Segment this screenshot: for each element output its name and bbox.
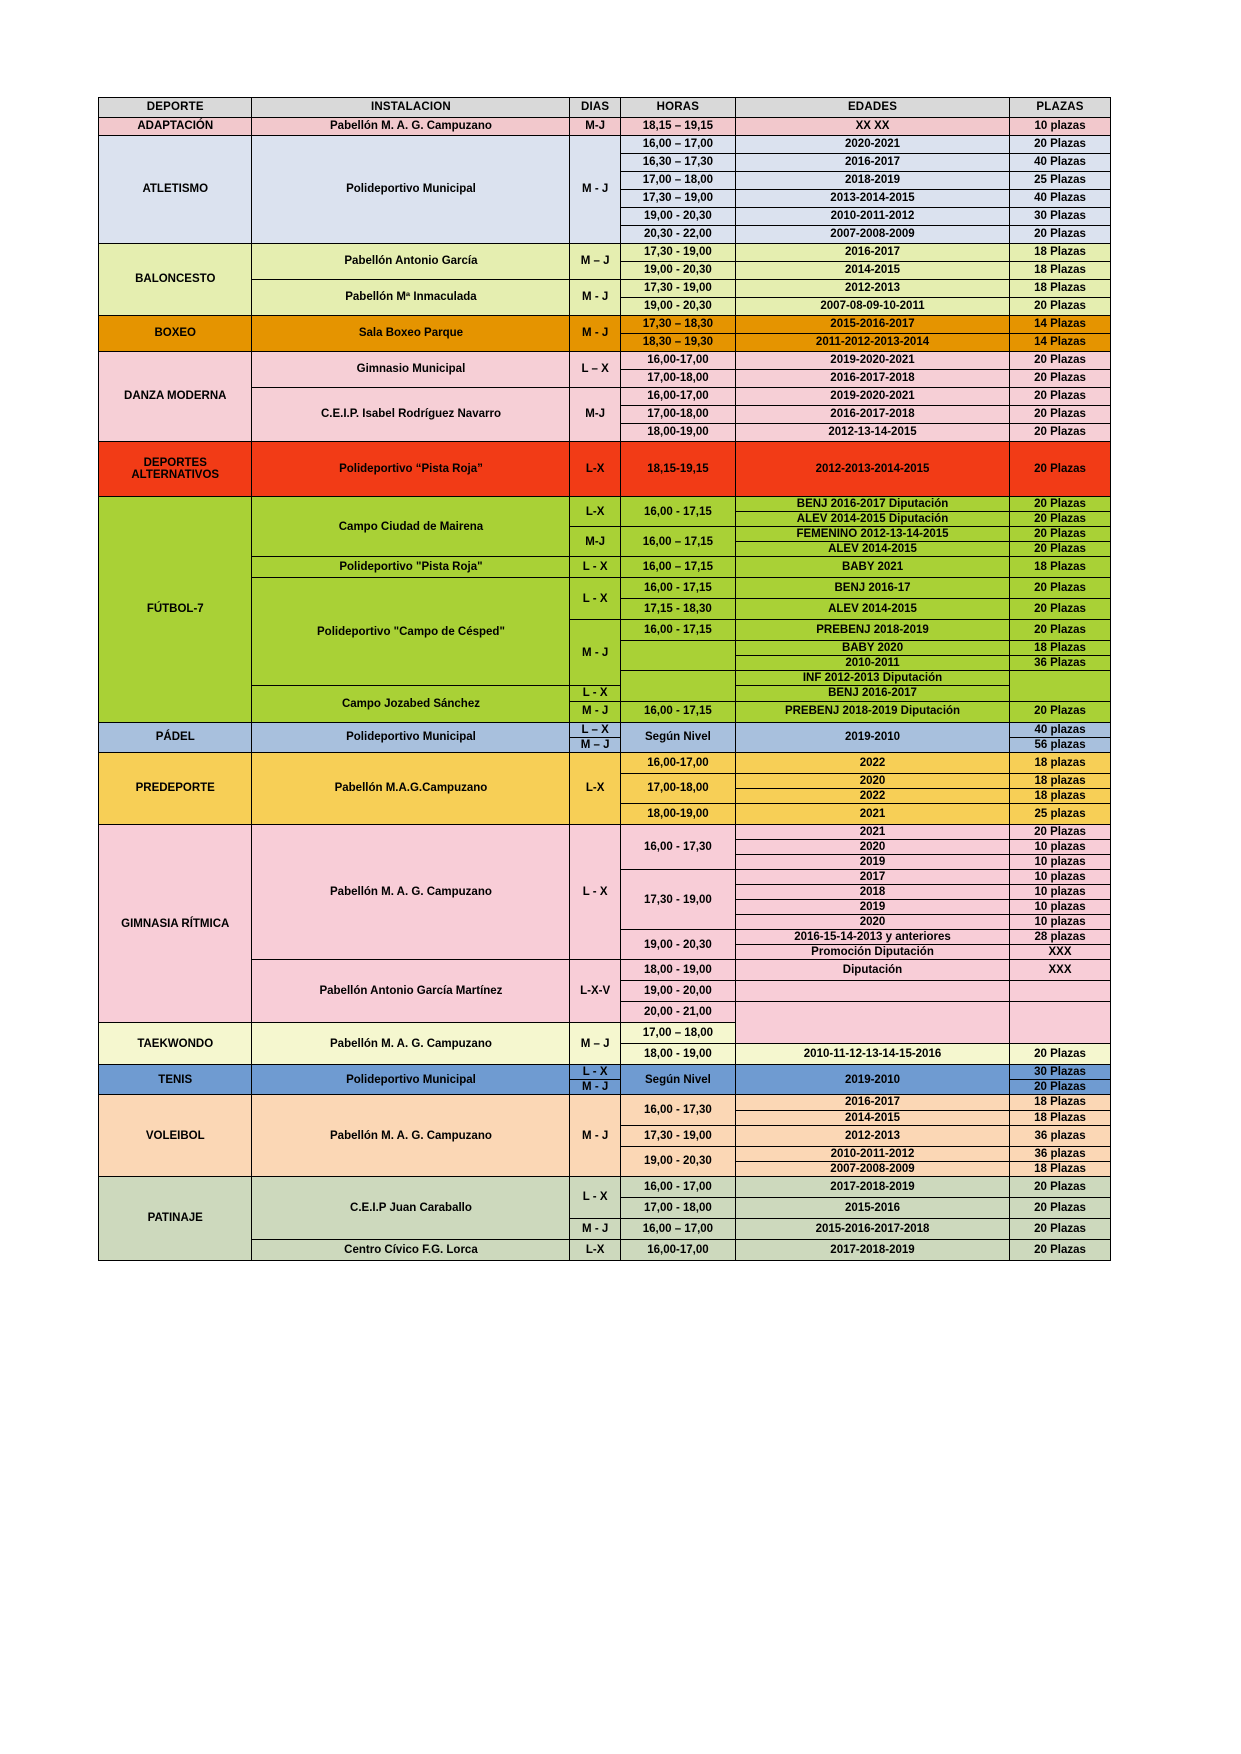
cell-edades: 2016-2017 bbox=[735, 244, 1009, 262]
cell-plazas: 20 Plazas bbox=[1010, 298, 1111, 316]
cell-instalacion: Pabellón Antonio García Martínez bbox=[252, 960, 570, 1023]
cell-plazas: 20 Plazas bbox=[1010, 352, 1111, 370]
cell-plazas: 20 Plazas bbox=[1010, 1239, 1111, 1260]
cell-dias: M - J bbox=[570, 1080, 620, 1095]
cell-plazas: XXX bbox=[1010, 945, 1111, 960]
cell-plazas: 20 Plazas bbox=[1010, 497, 1111, 512]
cell-instalacion: Pabellón Antonio García bbox=[252, 244, 570, 280]
cell-plazas: 40 Plazas bbox=[1010, 154, 1111, 172]
cell-edades: INF 2012-2013 Diputación bbox=[735, 671, 1009, 686]
cell-edades: FEMENINO 2012-13-14-2015 bbox=[735, 527, 1009, 542]
cell-horas: 18,00 - 19,00 bbox=[620, 960, 735, 981]
cell-horas: 16,00-17,00 bbox=[620, 1239, 735, 1260]
cell-horas: 19,00 - 20,30 bbox=[620, 208, 735, 226]
cell-horas: 16,00 - 17,00 bbox=[620, 1176, 735, 1197]
cell-edades: 2012-2013 bbox=[735, 280, 1009, 298]
cell-dias: M - J bbox=[570, 136, 620, 244]
cell-edades: 2021 bbox=[735, 803, 1009, 824]
cell-edades: 2019 bbox=[735, 854, 1009, 869]
cell-plazas: 20 Plazas bbox=[1010, 424, 1111, 442]
cell-horas: 17,30 – 18,30 bbox=[620, 316, 735, 334]
cell-edades: BENJ 2016-17 bbox=[735, 578, 1009, 599]
cell-instalacion: Pabellón M. A. G. Campuzano bbox=[252, 1095, 570, 1176]
cell-plazas: 20 Plazas bbox=[1010, 406, 1111, 424]
cell-dias: L-X bbox=[570, 1239, 620, 1260]
cell-horas: Según Nivel bbox=[620, 1065, 735, 1095]
cell-horas: 19,00 - 20,30 bbox=[620, 298, 735, 316]
cell-plazas: 18 Plazas bbox=[1010, 1110, 1111, 1125]
table-row bbox=[99, 118, 1111, 136]
cell-plazas: 30 Plazas bbox=[1010, 1065, 1111, 1080]
cell-plazas: 36 Plazas bbox=[1010, 656, 1111, 671]
cell-plazas: 18 Plazas bbox=[1010, 1161, 1111, 1176]
cell-edades: 2016-15-14-2013 y anteriores bbox=[735, 930, 1009, 945]
cell-plazas: 20 Plazas bbox=[1010, 1080, 1111, 1095]
cell-horas: 16,00 – 17,00 bbox=[620, 136, 735, 154]
cell-edades: 2007-08-09-10-2011 bbox=[735, 298, 1009, 316]
table-row bbox=[99, 1065, 1111, 1080]
cell-edades bbox=[735, 981, 1009, 1002]
cell-edades: 2012-13-14-2015 bbox=[735, 424, 1009, 442]
cell-plazas: 36 plazas bbox=[1010, 1146, 1111, 1161]
cell-edades: 2018 bbox=[735, 885, 1009, 900]
cell-horas: 17,00-18,00 bbox=[620, 773, 735, 803]
cell-horas: 17,30 - 19,00 bbox=[620, 280, 735, 298]
cell-deporte: TENIS bbox=[99, 1065, 252, 1095]
cell-plazas: 14 Plazas bbox=[1010, 334, 1111, 352]
cell-plazas: 18 plazas bbox=[1010, 773, 1111, 788]
cell-plazas: 20 Plazas bbox=[1010, 136, 1111, 154]
cell-plazas: 20 Plazas bbox=[1010, 542, 1111, 557]
cell-edades: 2020 bbox=[735, 839, 1009, 854]
cell-edades: 2014-2015 bbox=[735, 1110, 1009, 1125]
cell-deporte: FÚTBOL-7 bbox=[99, 497, 252, 723]
cell-horas: 20,30 - 22,00 bbox=[620, 226, 735, 244]
cell-edades: 2015-2016-2017-2018 bbox=[735, 1218, 1009, 1239]
cell-deporte: DEPORTES ALTERNATIVOS bbox=[99, 442, 252, 497]
cell-dias: M-J bbox=[570, 527, 620, 557]
cell-plazas: 10 plazas bbox=[1010, 854, 1111, 869]
cell-horas: 17,00 - 18,00 bbox=[620, 1197, 735, 1218]
cell-edades: 2016-2017 bbox=[735, 154, 1009, 172]
cell-dias: M - J bbox=[570, 701, 620, 722]
table-row bbox=[99, 442, 1111, 497]
cell-horas: 20,00 - 21,00 bbox=[620, 1002, 735, 1023]
cell-deporte: VOLEIBOL bbox=[99, 1095, 252, 1176]
cell-horas: 17,30 - 19,00 bbox=[620, 869, 735, 929]
cell-edades: BENJ 2016-2017 Diputación bbox=[735, 497, 1009, 512]
cell-horas: 16,00 – 17,00 bbox=[620, 1218, 735, 1239]
cell-plazas: 18 Plazas bbox=[1010, 262, 1111, 280]
cell-plazas: 56 plazas bbox=[1010, 737, 1111, 752]
column-header-2: DIAS bbox=[570, 98, 620, 118]
cell-edades: 2022 bbox=[735, 788, 1009, 803]
cell-edades: BABY 2021 bbox=[735, 557, 1009, 578]
cell-horas: 18,30 – 19,30 bbox=[620, 334, 735, 352]
cell-horas: 16,00 - 17,15 bbox=[620, 620, 735, 641]
cell-plazas: 18 Plazas bbox=[1010, 244, 1111, 262]
cell-plazas: 30 Plazas bbox=[1010, 208, 1111, 226]
cell-edades: 2019 bbox=[735, 900, 1009, 915]
cell-dias: L-X bbox=[570, 497, 620, 527]
cell-plazas: 20 Plazas bbox=[1010, 599, 1111, 620]
cell-plazas bbox=[1010, 1002, 1111, 1044]
cell-horas bbox=[620, 641, 735, 671]
cell-horas: 17,00 – 18,00 bbox=[620, 1023, 735, 1044]
cell-instalacion: Polideportivo “Pista Roja” bbox=[252, 442, 570, 497]
cell-edades: 2012-2013-2014-2015 bbox=[735, 442, 1009, 497]
cell-edades: 2014-2015 bbox=[735, 262, 1009, 280]
cell-horas: 16,00 - 17,30 bbox=[620, 1095, 735, 1125]
cell-horas: 18,00-19,00 bbox=[620, 803, 735, 824]
cell-deporte: PATINAJE bbox=[99, 1176, 252, 1260]
cell-plazas: 20 Plazas bbox=[1010, 1176, 1111, 1197]
cell-dias: M - J bbox=[570, 280, 620, 316]
cell-dias: L-X-V bbox=[570, 960, 620, 1023]
cell-horas: 17,15 - 18,30 bbox=[620, 599, 735, 620]
cell-edades: 2018-2019 bbox=[735, 172, 1009, 190]
cell-dias: L-X bbox=[570, 442, 620, 497]
cell-dias: M - J bbox=[570, 620, 620, 686]
cell-plazas: 40 plazas bbox=[1010, 722, 1111, 737]
cell-deporte: BOXEO bbox=[99, 316, 252, 352]
cell-plazas: 20 Plazas bbox=[1010, 620, 1111, 641]
cell-edades: 2019-2020-2021 bbox=[735, 388, 1009, 406]
cell-horas bbox=[620, 671, 735, 701]
cell-edades: PREBENJ 2018-2019 bbox=[735, 620, 1009, 641]
cell-horas: 19,00 - 20,30 bbox=[620, 1146, 735, 1176]
cell-horas: 17,30 - 19,00 bbox=[620, 1125, 735, 1146]
cell-horas: 16,00 – 17,15 bbox=[620, 557, 735, 578]
cell-plazas: 14 Plazas bbox=[1010, 316, 1111, 334]
cell-instalacion: C.E.I.P Juan Caraballo bbox=[252, 1176, 570, 1239]
cell-edades: 2020 bbox=[735, 915, 1009, 930]
table-row bbox=[99, 824, 1111, 839]
cell-edades: 2019-2010 bbox=[735, 722, 1009, 752]
cell-deporte: TAEKWONDO bbox=[99, 1023, 252, 1065]
cell-edades: 2011-2012-2013-2014 bbox=[735, 334, 1009, 352]
cell-instalacion: Polideportivo Municipal bbox=[252, 136, 570, 244]
cell-horas: 19,00 - 20,00 bbox=[620, 981, 735, 1002]
cell-plazas: 20 Plazas bbox=[1010, 226, 1111, 244]
cell-deporte: PREDEPORTE bbox=[99, 752, 252, 824]
cell-plazas: 20 Plazas bbox=[1010, 701, 1111, 722]
cell-plazas: 28 plazas bbox=[1010, 930, 1111, 945]
cell-plazas bbox=[1010, 671, 1111, 701]
cell-edades: PREBENJ 2018-2019 Diputación bbox=[735, 701, 1009, 722]
cell-edades: BENJ 2016-2017 bbox=[735, 686, 1009, 701]
cell-dias: M - J bbox=[570, 316, 620, 352]
cell-edades: 2021 bbox=[735, 824, 1009, 839]
cell-horas: 16,30 – 17,30 bbox=[620, 154, 735, 172]
cell-instalacion: Polideportivo "Pista Roja" bbox=[252, 557, 570, 578]
cell-plazas: 10 plazas bbox=[1010, 915, 1111, 930]
cell-instalacion: Pabellón M. A. G. Campuzano bbox=[252, 824, 570, 960]
cell-plazas bbox=[1010, 981, 1111, 1002]
cell-plazas: 36 plazas bbox=[1010, 1125, 1111, 1146]
cell-edades: 2010-2011-2012 bbox=[735, 1146, 1009, 1161]
cell-edades: 2020-2021 bbox=[735, 136, 1009, 154]
column-header-1: INSTALACION bbox=[252, 98, 570, 118]
cell-plazas: 25 Plazas bbox=[1010, 172, 1111, 190]
cell-edades: 2007-2008-2009 bbox=[735, 1161, 1009, 1176]
cell-dias: L - X bbox=[570, 686, 620, 701]
cell-horas: 16,00-17,00 bbox=[620, 352, 735, 370]
cell-horas: 17,30 – 19,00 bbox=[620, 190, 735, 208]
cell-horas: 16,00-17,00 bbox=[620, 388, 735, 406]
cell-horas: 16,00 - 17,15 bbox=[620, 497, 735, 527]
cell-horas: 17,30 - 19,00 bbox=[620, 244, 735, 262]
cell-plazas: 18 plazas bbox=[1010, 788, 1111, 803]
cell-deporte: ATLETISMO bbox=[99, 136, 252, 244]
cell-horas: 18,15-19,15 bbox=[620, 442, 735, 497]
cell-horas: 17,00-18,00 bbox=[620, 406, 735, 424]
cell-horas: 16,00 - 17,30 bbox=[620, 824, 735, 869]
cell-edades: 2019-2010 bbox=[735, 1065, 1009, 1095]
cell-instalacion: Campo Ciudad de Mairena bbox=[252, 497, 570, 557]
cell-dias: L - X bbox=[570, 1065, 620, 1080]
cell-dias: M – J bbox=[570, 244, 620, 280]
table-row bbox=[99, 722, 1111, 737]
cell-plazas: 18 Plazas bbox=[1010, 1095, 1111, 1110]
cell-horas: 17,00-18,00 bbox=[620, 370, 735, 388]
cell-plazas: 20 Plazas bbox=[1010, 370, 1111, 388]
cell-edades: 2017-2018-2019 bbox=[735, 1176, 1009, 1197]
cell-dias: M - J bbox=[570, 1218, 620, 1239]
cell-edades: ALEV 2014-2015 bbox=[735, 599, 1009, 620]
cell-edades: 2016-2017-2018 bbox=[735, 406, 1009, 424]
table-row bbox=[99, 316, 1111, 334]
cell-horas: 18,00-19,00 bbox=[620, 424, 735, 442]
cell-edades: ALEV 2014-2015 bbox=[735, 542, 1009, 557]
cell-edades: 2020 bbox=[735, 773, 1009, 788]
cell-dias: L – X bbox=[570, 352, 620, 388]
cell-dias: L - X bbox=[570, 557, 620, 578]
cell-instalacion: C.E.I.P. Isabel Rodríguez Navarro bbox=[252, 388, 570, 442]
cell-instalacion: Polideportivo Municipal bbox=[252, 722, 570, 752]
column-header-5: PLAZAS bbox=[1010, 98, 1111, 118]
cell-edades: 2015-2016 bbox=[735, 1197, 1009, 1218]
cell-plazas: 20 Plazas bbox=[1010, 1218, 1111, 1239]
cell-plazas: 10 plazas bbox=[1010, 885, 1111, 900]
cell-edades: BABY 2020 bbox=[735, 641, 1009, 656]
cell-plazas: 20 Plazas bbox=[1010, 442, 1111, 497]
cell-deporte: DANZA MODERNA bbox=[99, 352, 252, 442]
cell-plazas: 20 Plazas bbox=[1010, 527, 1111, 542]
cell-horas: 17,00 – 18,00 bbox=[620, 172, 735, 190]
cell-edades: 2012-2013 bbox=[735, 1125, 1009, 1146]
table-row bbox=[99, 352, 1111, 370]
cell-horas: 16,00 - 17,15 bbox=[620, 701, 735, 722]
column-header-0: DEPORTE bbox=[99, 98, 252, 118]
cell-plazas: 10 plazas bbox=[1010, 869, 1111, 884]
cell-edades: 2013-2014-2015 bbox=[735, 190, 1009, 208]
cell-instalacion: Centro Cívico F.G. Lorca bbox=[252, 1239, 570, 1260]
column-header-4: EDADES bbox=[735, 98, 1009, 118]
table-body bbox=[99, 98, 1111, 1261]
cell-edades: XX XX bbox=[735, 118, 1009, 136]
table-row bbox=[99, 497, 1111, 512]
cell-dias: M – J bbox=[570, 737, 620, 752]
cell-horas: 16,00 - 17,15 bbox=[620, 578, 735, 599]
cell-instalacion: Polideportivo Municipal bbox=[252, 1065, 570, 1095]
cell-edades: Promoción Diputación bbox=[735, 945, 1009, 960]
table-row bbox=[99, 752, 1111, 773]
cell-plazas: 20 Plazas bbox=[1010, 1197, 1111, 1218]
cell-dias: M – J bbox=[570, 1023, 620, 1065]
cell-instalacion: Sala Boxeo Parque bbox=[252, 316, 570, 352]
cell-dias: M-J bbox=[570, 118, 620, 136]
cell-instalacion: Gimnasio Municipal bbox=[252, 352, 570, 388]
table-row bbox=[99, 1176, 1111, 1197]
table-row bbox=[99, 244, 1111, 262]
cell-plazas: 40 Plazas bbox=[1010, 190, 1111, 208]
cell-instalacion: Pabellón Mª Inmaculada bbox=[252, 280, 570, 316]
cell-dias: L - X bbox=[570, 824, 620, 960]
cell-horas: 18,15 – 19,15 bbox=[620, 118, 735, 136]
cell-horas: 19,00 - 20,30 bbox=[620, 262, 735, 280]
cell-edades: 2017-2018-2019 bbox=[735, 1239, 1009, 1260]
cell-plazas: 25 plazas bbox=[1010, 803, 1111, 824]
table-row bbox=[99, 136, 1111, 154]
cell-horas: 16,00 – 17,15 bbox=[620, 527, 735, 557]
cell-plazas: 10 plazas bbox=[1010, 839, 1111, 854]
cell-edades: ALEV 2014-2015 Diputación bbox=[735, 512, 1009, 527]
cell-deporte: GIMNASIA RÍTMICA bbox=[99, 824, 252, 1023]
cell-edades: 2022 bbox=[735, 752, 1009, 773]
cell-dias: L – X bbox=[570, 722, 620, 737]
cell-instalacion: Campo Jozabed Sánchez bbox=[252, 686, 570, 722]
cell-deporte: PÁDEL bbox=[99, 722, 252, 752]
cell-dias: L - X bbox=[570, 578, 620, 620]
cell-instalacion: Polideportivo "Campo de Césped" bbox=[252, 578, 570, 686]
cell-instalacion: Pabellón M.A.G.Campuzano bbox=[252, 752, 570, 824]
cell-dias: L-X bbox=[570, 752, 620, 824]
cell-plazas: 20 Plazas bbox=[1010, 512, 1111, 527]
cell-instalacion: Pabellón M. A. G. Campuzano bbox=[252, 118, 570, 136]
cell-deporte: BALONCESTO bbox=[99, 244, 252, 316]
cell-plazas: 18 Plazas bbox=[1010, 280, 1111, 298]
cell-horas: 16,00-17,00 bbox=[620, 752, 735, 773]
cell-plazas: 20 Plazas bbox=[1010, 388, 1111, 406]
cell-horas: 18,00 - 19,00 bbox=[620, 1044, 735, 1065]
cell-edades: 2015-2016-2017 bbox=[735, 316, 1009, 334]
cell-edades: 2019-2020-2021 bbox=[735, 352, 1009, 370]
cell-edades: 2017 bbox=[735, 869, 1009, 884]
cell-edades: 2010-11-12-13-14-15-2016 bbox=[735, 1044, 1009, 1065]
table-row bbox=[99, 1095, 1111, 1110]
cell-plazas: 10 plazas bbox=[1010, 118, 1111, 136]
cell-plazas: 18 Plazas bbox=[1010, 641, 1111, 656]
cell-edades: 2007-2008-2009 bbox=[735, 226, 1009, 244]
cell-dias: M-J bbox=[570, 388, 620, 442]
cell-dias: L - X bbox=[570, 1176, 620, 1218]
cell-plazas: 18 Plazas bbox=[1010, 557, 1111, 578]
cell-dias: M - J bbox=[570, 1095, 620, 1176]
cell-edades: Diputación bbox=[735, 960, 1009, 981]
cell-horas: Según Nivel bbox=[620, 722, 735, 752]
sports-schedule-table bbox=[98, 97, 1111, 1261]
cell-plazas: 18 plazas bbox=[1010, 752, 1111, 773]
column-header-3: HORAS bbox=[620, 98, 735, 118]
cell-edades: 2016-2017-2018 bbox=[735, 370, 1009, 388]
cell-horas: 19,00 - 20,30 bbox=[620, 930, 735, 960]
table-header-row bbox=[99, 98, 1111, 118]
cell-plazas: 20 Plazas bbox=[1010, 1044, 1111, 1065]
cell-edades bbox=[735, 1002, 1009, 1044]
cell-edades: 2016-2017 bbox=[735, 1095, 1009, 1110]
cell-edades: 2010-2011 bbox=[735, 656, 1009, 671]
cell-deporte: ADAPTACIÓN bbox=[99, 118, 252, 136]
cell-plazas: 20 Plazas bbox=[1010, 824, 1111, 839]
cell-plazas: 10 plazas bbox=[1010, 900, 1111, 915]
cell-instalacion: Pabellón M. A. G. Campuzano bbox=[252, 1023, 570, 1065]
cell-plazas: 20 Plazas bbox=[1010, 578, 1111, 599]
cell-edades: 2010-2011-2012 bbox=[735, 208, 1009, 226]
cell-plazas: XXX bbox=[1010, 960, 1111, 981]
